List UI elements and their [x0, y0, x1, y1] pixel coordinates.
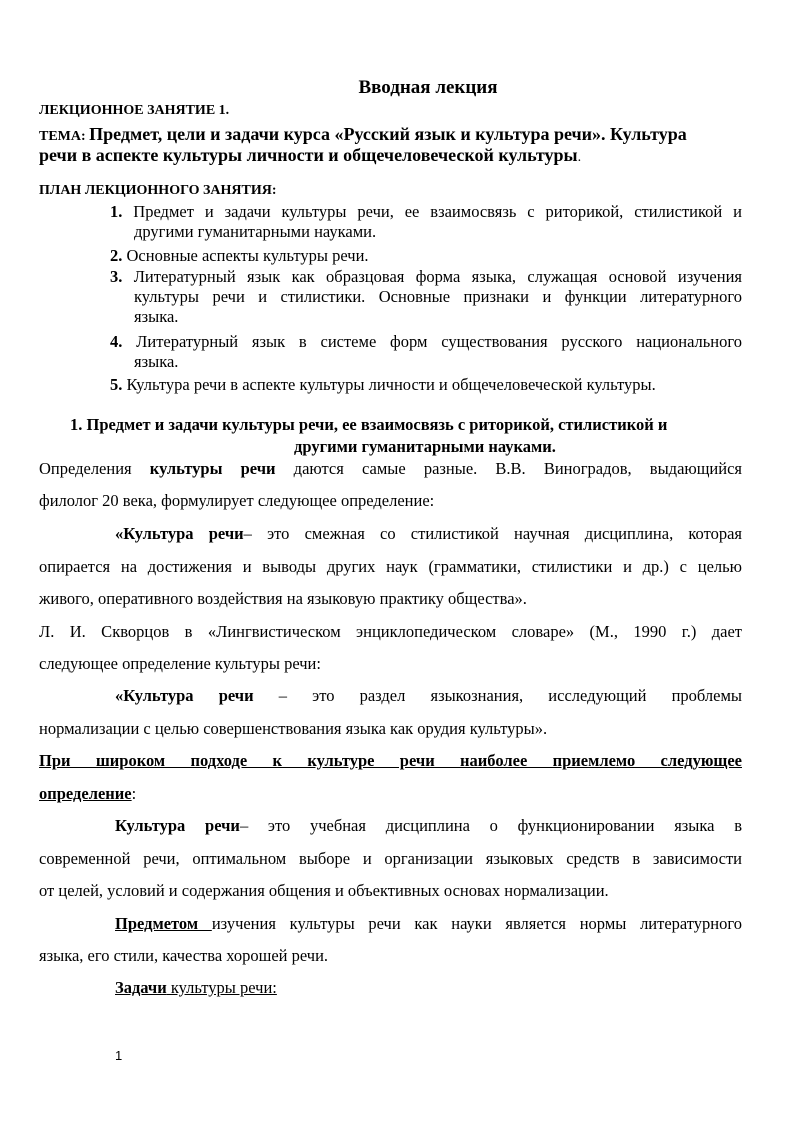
- theme-text-1: Предмет, цели и задачи курса «Русский язык и культура речи». Культура: [89, 124, 687, 144]
- quote-3-line-1: Культура речи– это учебная дисциплина о функционировании языка в: [115, 816, 742, 835]
- theme-line-2: [39, 145, 581, 166]
- plan-item-5: 5. Культура речи в аспекте культуры личности и общечеловеческой культуры.: [110, 375, 656, 394]
- wide-approach-line-1: При широком подходе к культуре речи наиболее приемлемо следующее: [39, 751, 742, 770]
- subject-line-2: языка, его стили, качества хорошей речи.: [39, 946, 329, 965]
- lesson-label: ЛЕКЦИОННОЕ ЗАНЯТИЕ 1.: [39, 103, 230, 118]
- document-title: Вводная лекция: [358, 77, 498, 98]
- quote-3-line-2: современной речи, оптимальном выборе и организации языковых средств в зависимости: [39, 849, 742, 868]
- plan-item-2: 2. Основные аспекты культуры речи.: [110, 246, 369, 265]
- paragraph-2-line-2: следующее определение культуры речи:: [39, 654, 321, 673]
- theme-text-2: речи в аспекте культуры личности и общечеловеческой культуры: [39, 145, 578, 165]
- section-1-heading-line-1: 1. Предмет и задачи культуры речи, ее взаимосвязь с риторикой, стилистикой и: [70, 415, 668, 434]
- quote-1-line-3: живого, оперативного воздействия на языковую практику общества».: [39, 589, 527, 608]
- theme-end: .: [577, 150, 582, 165]
- paragraph-1-line-2: филолог 20 века, формулирует следующее определение:: [39, 491, 435, 510]
- quote-2-line-1: «Культура речи – это раздел языкознания, исследующий проблемы: [115, 686, 742, 705]
- quote-1-line-2: опирается на достижения и выводы других наук (грамматики, стилистики и др.) с целью: [39, 557, 742, 576]
- quote-1-line-1: «Культура речи– это смежная со стилистикой научная дисциплина, которая: [115, 524, 742, 543]
- subject-line-1: Предметом изучения культуры речи как науки является нормы литературного: [115, 914, 742, 933]
- wide-approach-line-2: определение:: [39, 784, 137, 803]
- tasks-heading: Задачи культуры речи:: [115, 978, 277, 997]
- paragraph-1-line-1: Определения культуры речи даются самые разные. В.В. Виноградов, выдающийся: [39, 459, 742, 478]
- paragraph-2-line-1: Л. И. Скворцов в «Лингвистическом энциклопедическом словаре» (М., 1990 г.) дает: [39, 622, 742, 641]
- plan-item-3: 3. Литературный язык как образцовая форма языка, служащая основой изучения культуры речи и стилистики. Основные признаки и функции литературного языка.: [110, 267, 742, 326]
- plan-heading: ПЛАН ЛЕКЦИОННОГО ЗАНЯТИЯ:: [39, 183, 277, 198]
- section-1-heading-line-2: другими гуманитарными науками.: [294, 437, 556, 456]
- theme-line-1: [39, 124, 687, 145]
- page-number: 1: [115, 1048, 123, 1063]
- quote-2-line-2: нормализации с целью совершенствования языка как орудия культуры».: [39, 719, 548, 738]
- plan-item-1: 1. Предмет и задачи культуры речи, ее взаимосвязь с риторикой, стилистикой и другими гуманитарными науками.: [110, 202, 742, 241]
- theme-prefix: ТЕМА:: [39, 129, 86, 144]
- plan-item-4: 4. Литературный язык в системе форм существования русского национального языка.: [110, 332, 742, 371]
- quote-3-line-3: от целей, условий и содержания общения и объективных основах нормализации.: [39, 881, 609, 900]
